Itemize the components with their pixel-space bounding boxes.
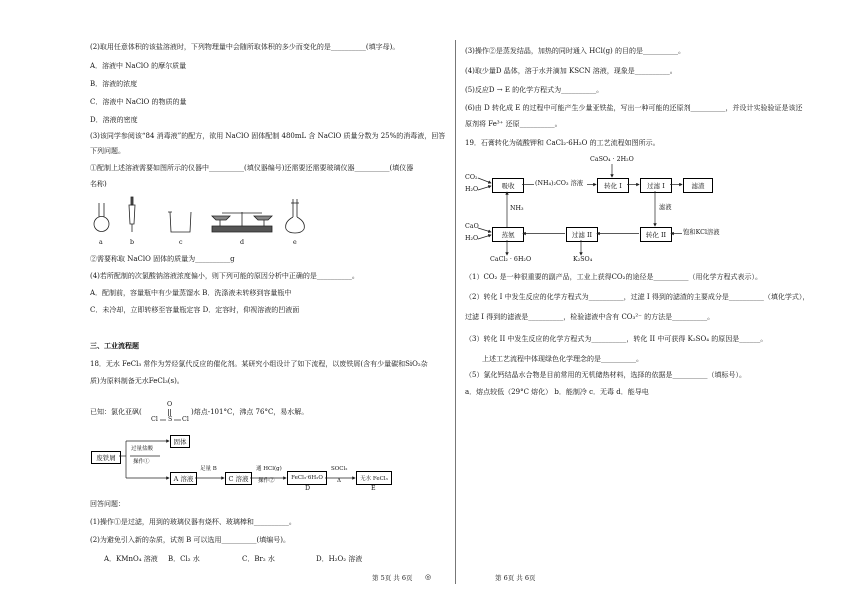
flow-delta: Δ [337, 478, 341, 484]
flow-reagentB: 足量 B [200, 466, 217, 472]
r-q6-cont: 原剂将 Fe³⁺ 还原__________。 [465, 120, 562, 128]
flow-solC-box: C 溶液 [225, 472, 252, 485]
flow-scrap-box: 废铁屑 [91, 451, 121, 464]
q4-options-cd: C．未冷却，立即转移至容量瓶定容 D．定容时，仰视溶液的凹液面 [90, 306, 300, 314]
q2-stem: (2)取用任意体积的该盐溶液时，下列物理量中会随所取体积的多少而变化的是__________(填字母)。 [90, 43, 400, 51]
f19-residue-box: 滤渣 [683, 178, 713, 193]
socl2-atom-o: O [167, 401, 173, 408]
flow-D-label: D [305, 485, 311, 492]
instrument-label-a: a [99, 239, 103, 246]
f19-distill-box: 蒸氨 [492, 227, 524, 242]
f19-h2o-1: H₂O [465, 186, 479, 193]
f19-ammsol: (NH₄)₂CO₃ 溶液 [535, 180, 584, 187]
section-title: 三、工业流程题 [90, 341, 139, 350]
known-tail: )熔点-101°C，沸点 76°C，易水解。 [191, 408, 309, 416]
flow-solA-box: A 溶液 [170, 472, 197, 485]
q4-options-ab: A．配制前，容量瓶中有少量蒸馏水 B．洗涤液未转移到容量瓶中 [90, 289, 292, 297]
q19-2: （2）转化 I 中发生反应的化学方程式为__________，过滤 I 得到的滤渣的主要成分是__________（填化学式）， [465, 293, 810, 301]
flow-op2: 操作② [258, 478, 275, 484]
f19-cao: CaO [465, 223, 479, 230]
q19-stem: 19．石膏转化为硫酸钾和 CaCl₂·6H₂O 的工艺流程如图所示。 [465, 139, 660, 147]
flow-D-box: FeCl₃·6H₂O [287, 471, 327, 485]
answer-prompt: 回答问题： [90, 500, 125, 508]
q18-1: (1)操作①是过滤，用到的玻璃仪器有烧杯、玻璃棒和__________。 [90, 518, 296, 526]
page-separator-icon: ◎ [425, 573, 432, 581]
q3-sub1: ①配制上述溶液需要如图所示的仪器中__________(填仪器编号)还需要还需要玻璃仪器__________(填仪器 [90, 164, 414, 172]
f19-nh3: NH₃ [510, 205, 524, 212]
q19-1: （1）CO₂ 是一种很重要的副产品，工业上获得CO₂的途径是__________（用化学方程式表示）。 [465, 273, 762, 281]
q19-5-options: a．熔点较低（29°C 熔化） b．能制冷 c．无毒 d．能导电 [465, 388, 649, 396]
instrument-label-e: e [293, 239, 297, 246]
q19-5: （5）氯化钙结晶水合物是目前常用的无机储热材料，选择的依据是__________（填标号）。 [465, 371, 746, 379]
known-prefix: 已知：氯化亚砜( [90, 408, 142, 416]
q2-option-b: B．溶液的浓度 [90, 80, 138, 88]
f19-filt2-box: 过滤 II [566, 227, 598, 242]
f19-co2: CO₂ [465, 174, 478, 181]
f19-conv2-box: 转化 II [640, 227, 672, 242]
q18-stem-cont: 质)为原料制备无水FeCl₃(s)。 [90, 377, 184, 385]
q4-stem: (4)若所配制的次氯酸钠溶液浓度偏小，则下列可能的原因分析中正确的是__________。 [90, 272, 359, 280]
r-q4: (4)取少量D 晶体，溶于水并滴加 KSCN 溶液，现象是__________。 [465, 67, 677, 75]
right-page-footer: 第 6页 共 6页 [495, 574, 536, 582]
q3-sub2: ②需要称取 NaClO 固体的质量为__________g [90, 255, 235, 263]
q18-2-opt-a: A．KMnO₄ 溶液 [104, 555, 158, 563]
f19-h2o-2: H₂O [465, 235, 479, 242]
q3-sub1-cont: 名称) [90, 180, 107, 188]
q3-stem: (3)该同学参阅该“84 消毒液”的配方，欲用 NaClO 固体配制 480mL 含 NaClO 质量分数为 25%的消毒液，回答 [90, 132, 446, 140]
r-q3: (3)操作②是蒸发结晶，加热的同时通入 HCl(g) 的目的是__________。 [465, 47, 686, 55]
q18-stem: 18．无水 FeCl₃ 常作为芳烃氯代反应的催化剂。某研究小组设计了如下流程，以废铁屑(含有少量碳和SiO₂杂 [90, 360, 428, 368]
f19-filt1-box: 过滤 I [640, 178, 672, 193]
instrument-label-d: d [240, 239, 245, 246]
socl2-atom-cl1: Cl [151, 416, 158, 423]
q18-2-opt-c: C．Br₂ 水 [242, 555, 275, 563]
instrument-label-c: c [179, 239, 183, 246]
f19-satkcl: 饱和KCl溶液 [683, 229, 720, 236]
socl2-atom-s: S [168, 416, 173, 423]
q19-4: 上述工艺流程中体现绿色化学理念的是__________。 [482, 355, 643, 363]
q3-stem-cont: 下列问题。 [90, 147, 125, 155]
flow-op1: 操作① [133, 459, 150, 465]
r-q6: (6)由 D 转化成 E 的过程中可能产生少量亚铁盐，写出一种可能的还原剂__________，并设计实验验证是该还 [465, 104, 803, 112]
q18-2-opt-b: B．Cl₂ 水 [168, 555, 200, 563]
q18-2-opt-d: D．H₂O₂ 溶液 [316, 555, 363, 563]
f19-filtrate: 滤液 [659, 204, 672, 211]
flow-hcl: 通 HCl(g) [256, 466, 282, 472]
f19-conv1-box: 转化 I [597, 178, 629, 193]
q18-2: (2)为避免引入新的杂质，试剂 B 可以选用__________(填编号)。 [90, 536, 290, 544]
flow-solid-box: 固体 [170, 435, 190, 448]
flow-socl2: SOCl₂ [331, 466, 348, 472]
flow-reagent1: 过量盐酸 [131, 446, 154, 452]
left-page-footer: 第 5页 共 6页 [372, 574, 413, 582]
q2-option-a: A．溶液中 NaClO 的摩尔质量 [90, 62, 187, 70]
f19-caso4: CaSO₄ · 2H₂O [590, 156, 634, 163]
f19-cacl2: CaCl₂ · 6H₂O [490, 256, 532, 263]
q19-3: （3）转化 II 中发生反应的化学方程式为__________，转化 II 中可获得 K₂SO₄ 的原因是______。 [465, 335, 768, 343]
q2-option-c: C．溶液中 NaClO 的物质的量 [90, 98, 187, 106]
r-q5: (5)反应D → E 的化学方程式为__________。 [465, 86, 604, 94]
socl2-atom-cl2: Cl [182, 416, 189, 423]
q19-2-cont: 过滤 I 得到的滤液是__________，检验滤液中含有 CO₃²⁻ 的方法是__________。 [465, 313, 715, 321]
flow-E-label: E [371, 485, 376, 492]
f19-absorb-box: 吸收 [492, 178, 524, 193]
flow-E-box: 无水 FeCl₃ [356, 471, 392, 485]
q2-option-d: D．溶液的密度 [90, 116, 138, 124]
instrument-label-b: b [130, 239, 135, 246]
f19-k2so4: K₂SO₄ [573, 256, 593, 263]
